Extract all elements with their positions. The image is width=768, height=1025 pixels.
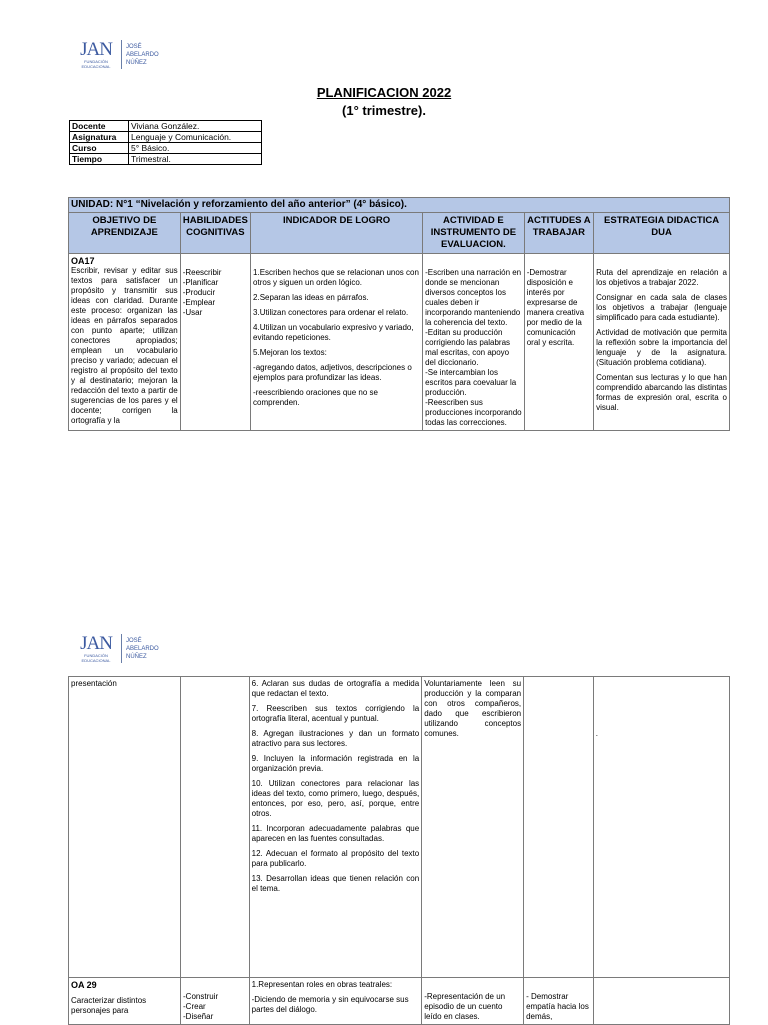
strategy-item: Consignar en cada sala de clases los objetivos a trabajar (lenguaje simplificado para cada estudiante). — [596, 293, 727, 322]
table-row — [69, 677, 730, 978]
indicators-cell — [249, 978, 422, 1025]
info-key: Curso — [70, 143, 129, 154]
table-row — [69, 254, 730, 431]
oa-code: OA17 — [71, 256, 95, 266]
indicator-item: 9. Incluyen la información registrada en la organización previa. — [251, 754, 420, 773]
oa-text: Escribir, revisar y editar sus textos para satisfacer un propósito y transmitir sus ideas con claridad. Durante este proceso: organizan las ideas en párrafos separados con punto aparte; utilizan conectores apropiados; emplean un vocabulario preciso y variado; adecuan el registro al propósito del texto y al destinatario; mejoran la redacción del texto a partir de sugerencias de los pares y el docente; corrigen la ortografía y la — [71, 266, 178, 425]
indicator-item: 3.Utilizan conectores para ordenar el relato. — [253, 308, 409, 317]
logo-mark: JAN — [80, 633, 112, 654]
unit-title — [69, 198, 730, 213]
info-value: Trimestral. — [129, 154, 262, 165]
skill-item: -Usar — [182, 308, 203, 317]
indicators-cell — [249, 677, 422, 978]
oa-text: Caracterizar distintos personajes para — [71, 996, 147, 1015]
skill-item: -Planificar — [182, 278, 219, 287]
logo-name-line: ABELARDO — [126, 51, 159, 58]
indicator-item: 6. Aclaran sus dudas de ortografía a medida que redactan el texto. — [251, 679, 420, 698]
column-header: INDICADOR DE LOGRO — [251, 213, 423, 254]
unit-name: “Nivelación y reforzamiento del año anterior” (4° básico). — [135, 199, 407, 210]
skill-item: -Reescribir — [182, 268, 222, 277]
objective-cell — [69, 254, 181, 431]
skill-item: -Construir — [183, 992, 219, 1001]
info-row — [70, 154, 262, 165]
strategy-item: Ruta del aprendizaje en relación a los objetivos a trabajar 2022. — [596, 268, 727, 287]
info-key: Docente — [70, 121, 129, 132]
objective-cell: presentación — [69, 677, 181, 978]
strategy-item: Actividad de motivación que permita la reflexión sobre la importancia del lenguaje y de la asignatura. (Situación problema cotidiana). — [596, 328, 727, 367]
info-value: 5° Básico. — [129, 143, 262, 154]
indicator-item: 2.Separan las ideas en párrafos. — [253, 293, 369, 302]
strategy-cell — [593, 978, 729, 1025]
info-value: Lenguaje y Comunicación. — [129, 132, 262, 143]
strategy-item: Comentan sus lecturas y lo que han comprendido abarcando las distintas formas de expresión oral, escrita o visual. — [596, 373, 727, 412]
logo-name-line: NÚÑEZ — [126, 653, 147, 660]
info-row — [70, 132, 262, 143]
skill-item: -Producir — [182, 288, 216, 297]
indicator-item: 4.Utilizan un vocabulario expresivo y variado, evitando repeticiones. — [253, 323, 414, 342]
strategy-text: . — [595, 729, 598, 738]
oa-code: OA 29 — [71, 980, 97, 990]
logo — [76, 634, 159, 663]
objective-cell — [69, 978, 181, 1025]
logo-name-line: NÚÑEZ — [126, 59, 147, 66]
page-subtitle: (1° trimestre). — [342, 103, 426, 118]
strategy-cell — [594, 254, 730, 431]
logo — [76, 40, 159, 69]
activities-cell: -Escriben una narración en donde se mencionan diversos conceptos los cuales deben ir incorporando manteniendo la coherencia del texto. -Editan su producción corrigiendo las palabras mal escritas, con apoyo del diccionario. -Se intercambian los escritos para coevaluar la producción. -Reescriben sus producciones incorporando todas las correcciones. — [423, 254, 525, 431]
logo-mark: JAN — [80, 39, 112, 60]
skills-cell — [180, 254, 250, 431]
skill-item: -Emplear — [182, 298, 216, 307]
attitudes-cell — [524, 677, 594, 978]
indicators-cell — [251, 254, 423, 431]
logo-name-line: ABELARDO — [126, 645, 159, 652]
info-key: Tiempo — [70, 154, 129, 165]
column-header: ESTRATEGIA DIDACTICA DUA — [594, 213, 730, 254]
indicator-item: 7. Reescriben sus textos corrigiendo la ortografía literal, acentual y puntual. — [251, 704, 420, 723]
activities-cell: -Representación de un episodio de un cuento leído en clases. — [422, 978, 524, 1025]
info-row — [70, 121, 262, 132]
logo-name-line: JOSÉ — [126, 637, 142, 644]
indicator-item: 5.Mejoran los textos: — [253, 348, 327, 357]
logo-foundation: FUNDACIÓN EDUCACIONAL — [81, 653, 111, 663]
strategy-cell — [593, 677, 729, 978]
skill-item: -Diseñar — [183, 1012, 214, 1021]
skill-item: -Crear — [183, 1002, 206, 1011]
indicator-item: 11. Incorporan adecuadamente palabras que aparecen en las fuentes consultadas. — [251, 824, 420, 843]
indicator-item: 1.Escriben hechos que se relacionan unos con otros y siguen un orden lógico. — [253, 268, 419, 287]
info-table — [69, 120, 262, 165]
attitudes-cell: -Demostrar disposición e interés por expresarse de manera creativa por medio de la comunicación oral y escrita. — [524, 254, 593, 431]
skills-cell — [181, 978, 250, 1025]
info-row — [70, 143, 262, 154]
indicator-item: -reescribiendo oraciones que no se comprenden. — [253, 388, 378, 407]
activities-cell: Voluntariamente leen su producción y la comparan con otros compañeros, dado que escribieron utilizando conceptos comunes. — [422, 677, 524, 978]
indicator-item: 10. Utilizan conectores para relacionar las ideas del texto, como primero, luego, después, entonces, por eso, pero, así, porque, entre otros. — [251, 779, 420, 818]
skills-cell — [181, 677, 250, 978]
indicator-item: -Diciendo de memoria y sin equivocarse sus partes del diálogo. — [251, 995, 409, 1014]
indicator-item: 13. Desarrollan ideas que tienen relación con el tema. — [251, 874, 420, 893]
unit-prefix: UNIDAD: N°1 — [71, 199, 133, 210]
indicator-item: 12. Adecuan el formato al propósito del texto para publicarlo. — [251, 849, 420, 868]
info-key: Asignatura — [70, 132, 129, 143]
indicator-item: -agregando datos, adjetivos, descripciones o ejemplos para profundizar las ideas. — [253, 363, 412, 382]
logo-name-line: JOSÉ — [126, 43, 142, 50]
header-row — [69, 213, 730, 254]
planning-table-continued — [68, 676, 730, 1025]
attitudes-cell: - Demostrar empatía hacia los demás, — [524, 978, 594, 1025]
column-header: OBJETIVO DE APRENDIZAJE — [69, 213, 181, 254]
column-header: ACTIVIDAD E INSTRUMENTO DE EVALUACION. — [423, 213, 525, 254]
logo-foundation: FUNDACIÓN EDUCACIONAL — [81, 59, 111, 69]
column-header: ACTITUDES A TRABAJAR — [524, 213, 593, 254]
table-row — [69, 978, 730, 1025]
page-title: PLANIFICACION 2022 — [316, 85, 452, 100]
indicator-item: 8. Agregan ilustraciones y dan un formato atractivo para sus lectores. — [251, 729, 420, 748]
indicator-item: 1.Representan roles en obras teatrales: — [251, 980, 393, 989]
planning-table — [68, 197, 730, 431]
column-header: HABILIDADES COGNITIVAS — [180, 213, 250, 254]
info-value: Viviana González. — [129, 121, 262, 132]
